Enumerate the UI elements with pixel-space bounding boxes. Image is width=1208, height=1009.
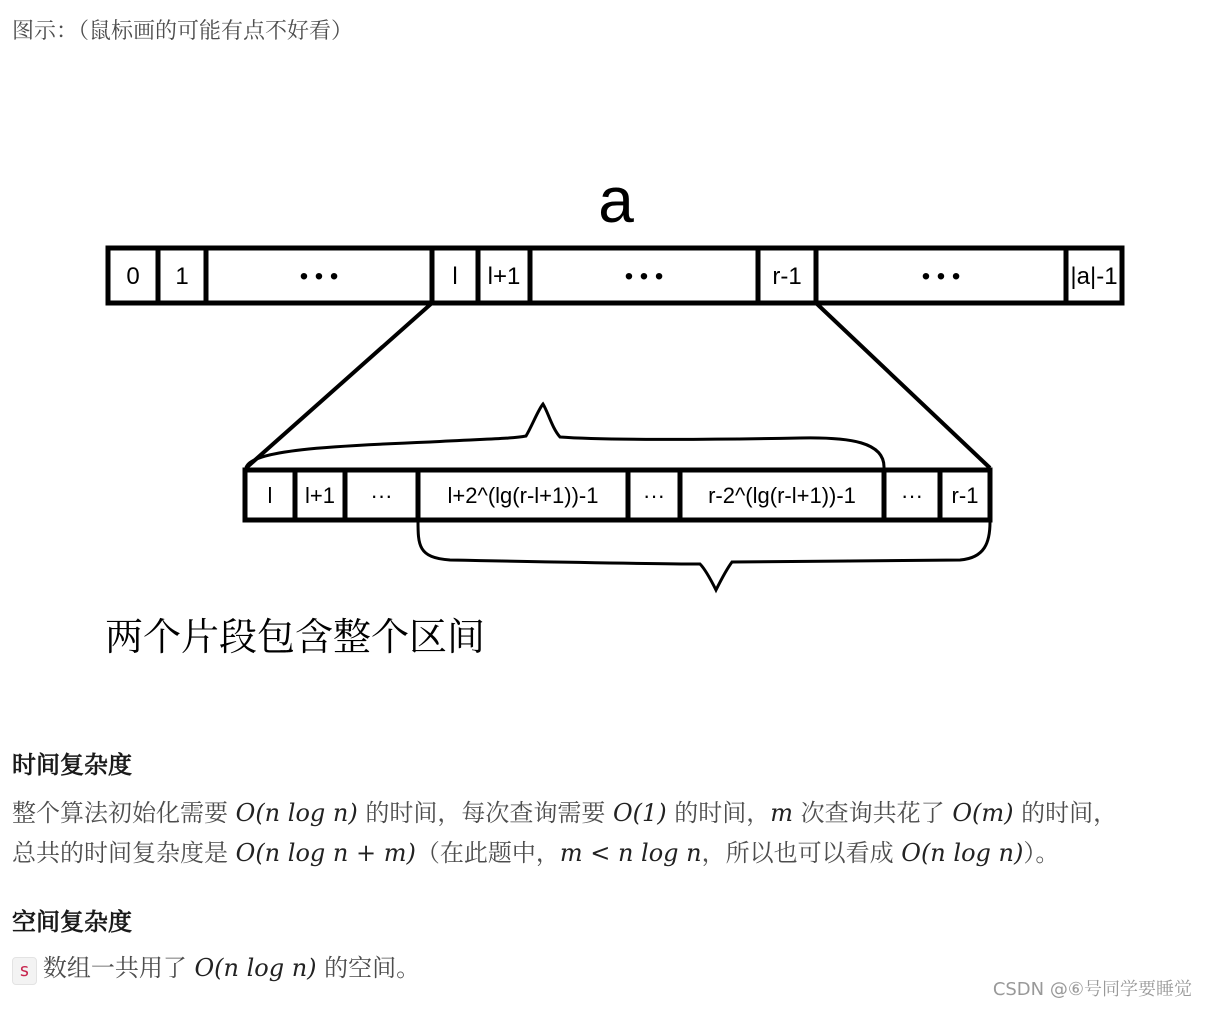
top-array-cells — [126, 248, 1117, 303]
diagram-caption: 两个片段包含整个区间 — [105, 615, 486, 659]
text-fragment: 次查询共花了 — [793, 799, 953, 827]
bottom-array-cell-label: ··· — [370, 482, 393, 508]
array-name-label: a — [598, 164, 634, 236]
text-fragment: 整个算法初始化需要 — [12, 799, 236, 827]
zoom-line-right — [816, 303, 990, 468]
space-complexity-heading: 空间复杂度 — [12, 908, 132, 936]
text-fragment: （在此题中， — [415, 839, 560, 867]
text-fragment: 数组一共用了 — [42, 954, 195, 982]
top-array-cell-label: 0 — [126, 263, 140, 291]
upper-brace — [246, 404, 884, 468]
bottom-array-cell-label: r-2^(lg(r-l+1))-1 — [708, 482, 856, 508]
math-expression: O(n log n) — [901, 839, 1024, 867]
text-fragment: 的时间， — [666, 799, 771, 827]
watermark: CSDN @⑥号同学要睡觉 — [992, 979, 1192, 1000]
math-expression: O(n log n) — [194, 954, 317, 982]
time-complexity-heading: 时间复杂度 — [12, 751, 132, 779]
time-complexity-line-1 — [12, 793, 1202, 833]
math-expression: O(1) — [612, 799, 667, 827]
lower-brace — [418, 520, 990, 590]
intro-text: 图示：（鼠标画的可能有点不好看） — [12, 19, 354, 44]
bottom-array-cell-label: l — [267, 482, 273, 508]
text-fragment: 的时间， — [1013, 799, 1118, 827]
text-fragment: 的时间，每次查询需要 — [357, 799, 613, 827]
bottom-array-box — [245, 470, 990, 520]
time-complexity-line-2 — [12, 833, 1202, 873]
top-array-cell-label: • • • — [624, 263, 664, 291]
math-expression: m — [770, 799, 794, 827]
top-array-cell-label: • • • — [299, 263, 339, 291]
top-array-cell-label: r-1 — [772, 263, 802, 291]
bottom-array-cell-label: ··· — [643, 482, 665, 508]
bottom-array-cell-label: ··· — [901, 482, 923, 508]
math-expression: O(n log n + m) — [235, 839, 416, 867]
top-array-cell-label: |a|-1 — [1070, 263, 1118, 291]
bottom-array-cell-label: r-1 — [951, 482, 979, 508]
math-expression: O(n log n) — [235, 799, 358, 827]
inline-code-s: s — [12, 957, 37, 985]
space-complexity-line — [43, 954, 420, 982]
top-array-cell-label: l — [452, 263, 458, 291]
sparse-table-diagram — [0, 150, 1208, 680]
bottom-array-cell-label: l+1 — [305, 482, 335, 508]
text-fragment: ）。 — [1023, 839, 1060, 867]
top-array-cell-label: 1 — [175, 263, 189, 291]
text-fragment: ，所以也可以看成 — [701, 839, 902, 867]
bottom-array-cell-label: l+2^(lg(r-l+1))-1 — [447, 482, 599, 508]
text-fragment: 的空间。 — [316, 954, 421, 982]
top-array-cell-label: l+1 — [487, 263, 521, 291]
math-expression: O(m) — [952, 799, 1014, 827]
top-array-cell-label: • • • — [921, 263, 961, 291]
bottom-array-cells — [268, 470, 979, 520]
text-fragment: 总共的时间复杂度是 — [12, 839, 236, 867]
math-expression: m < n log n — [559, 839, 702, 867]
time-complexity-text — [12, 793, 1202, 873]
top-array-box — [108, 248, 1122, 303]
